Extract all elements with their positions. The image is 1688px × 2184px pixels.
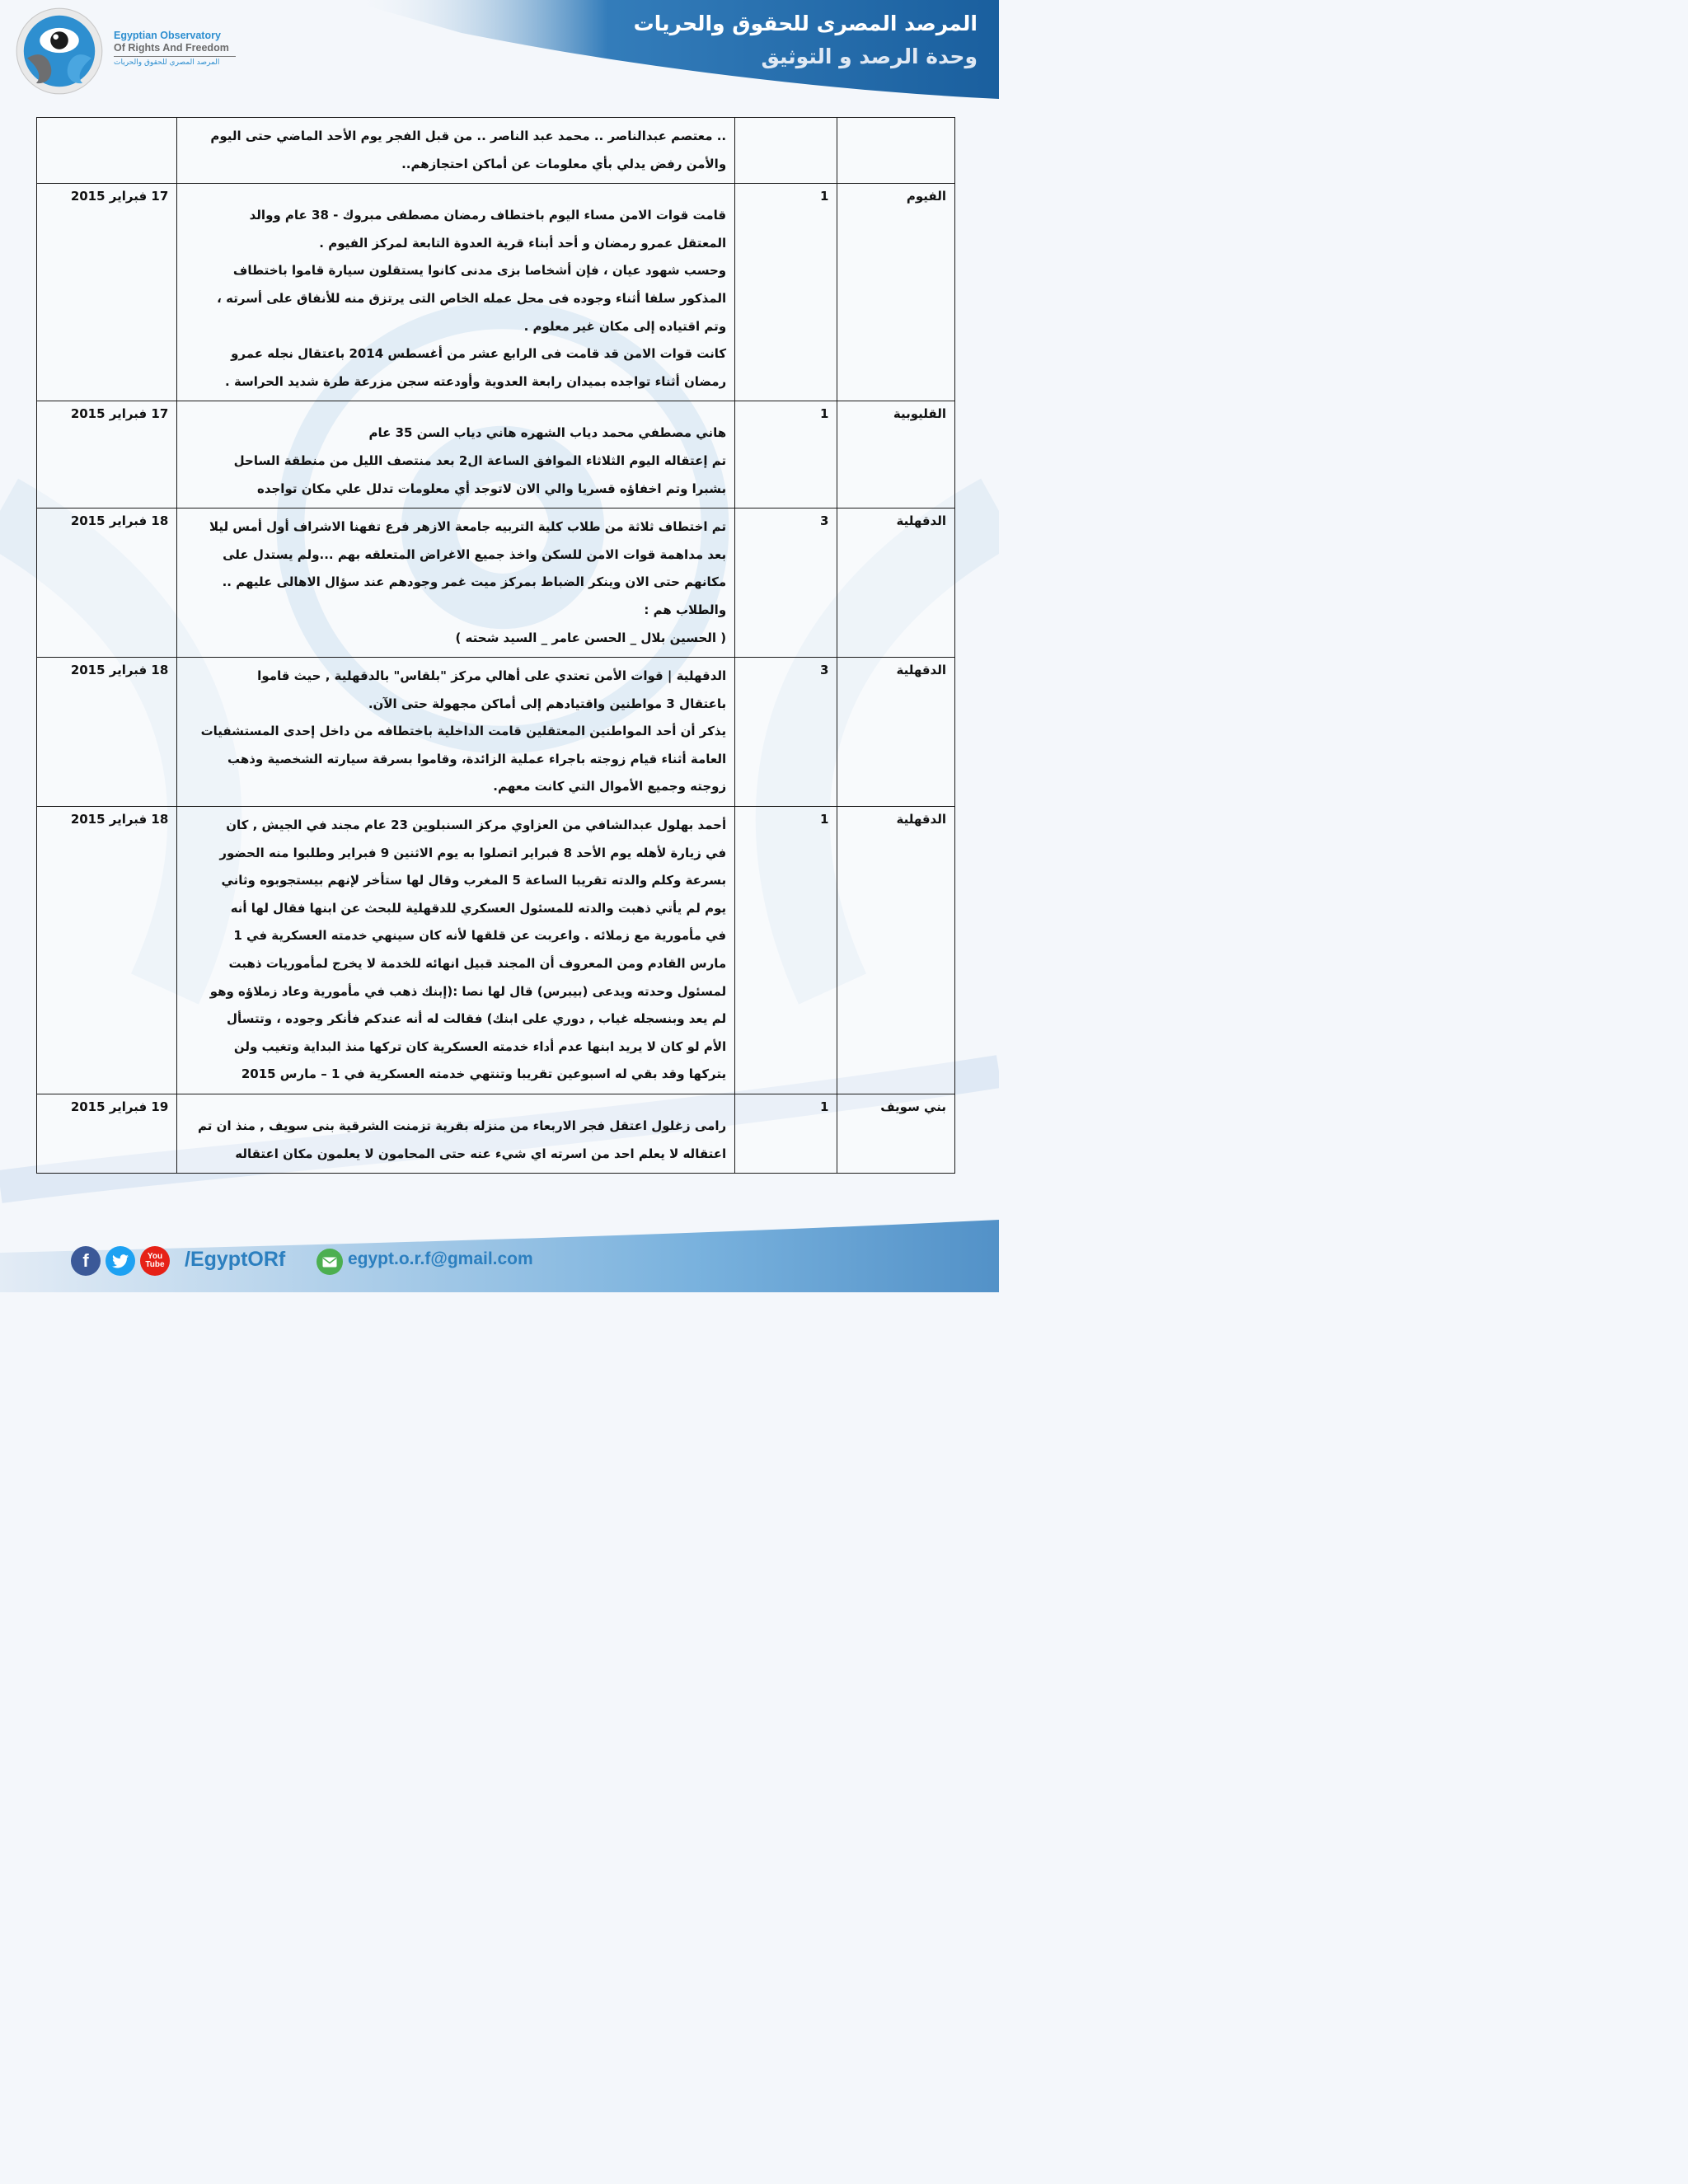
- count-cell: 1: [735, 184, 837, 401]
- date-text: 19 فبراير 2015: [70, 1099, 169, 1114]
- table-row: [37, 1094, 955, 1174]
- date-text: 18 فبراير 2015: [70, 812, 169, 827]
- count-cell: 3: [735, 509, 837, 658]
- date-cell: [37, 118, 177, 184]
- email-link[interactable]: egypt.o.r.f@gmail.com: [348, 1249, 533, 1268]
- date-cell: [37, 658, 177, 807]
- count-cell: 3: [735, 658, 837, 807]
- date-text: 17 فبراير 2015: [70, 406, 169, 422]
- details-line: هاني مصطفي محمد دياب الشهره هاني دياب السن 35 عام: [368, 425, 727, 441]
- details-spacer: [185, 1099, 726, 1113]
- details-line: الأم لو كان لا يريد ابنها عدم أداء خدمته العسكرية كان تركها منذ البداية وتغيب ولن: [233, 1038, 727, 1054]
- date-cell: [37, 509, 177, 658]
- details-spacer: [185, 406, 726, 419]
- details-line: يذكر أن أحد المواطنين المعتقلين قامت الداخلية باختطافه من داخل إحدى المستشفيات: [200, 724, 727, 739]
- report-table-wrap: [36, 117, 955, 1174]
- twitter-bird-icon: [112, 1254, 129, 1268]
- details-line: مكانهم حتى الان وينكر الضباط بمركز ميت غمر وجودهم عند سؤال الاهالى عليهم ..: [222, 574, 727, 590]
- details-line: رمضان أثناء تواجده بميدان رابعة العدوية وأودعته سجن مزرعة طرة شديد الحراسة .: [225, 373, 727, 389]
- details-line: لم يعد وبنسجله غياب , دوري على ابنك) فقالت له أنه عندكم فأنكر وجوده ، وتتسأل: [227, 1011, 727, 1027]
- details-line: وحسب شهود عيان ، فإن أشخاصا بزى مدنى كانوا يستقلون سيارة قاموا باختطاف: [232, 263, 727, 279]
- facebook-icon[interactable]: [71, 1246, 101, 1276]
- logo-name-line2: Of Rights And Freedom: [114, 42, 229, 54]
- details-cell: [177, 658, 735, 807]
- page-title: المرصد المصرى للحقوق والحريات: [633, 12, 978, 35]
- details-line: مارس القادم ومن المعروف أن المجند قبيل انهائه للخدمة لا يخرج لمأموريات ذهبت: [228, 956, 727, 972]
- count-cell: 1: [735, 401, 837, 509]
- details-line: الدقهلية | قوات الأمن تعتدي على أهالي مركز "بلقاس" بالدقهلية , حيث قاموا: [257, 668, 727, 684]
- details-line: وتم اقتياده إلى مكان غير معلوم .: [523, 318, 727, 334]
- details-cell: [177, 1094, 735, 1174]
- details-line: بعد مداهمة قوات الامن للسكن واخذ جميع الاغراض المتعلقه بهم ...ولم يستدل على: [223, 546, 727, 562]
- details-line: في مأمورية مع زملائه . واعربت عن قلقها لأنه كان سينهي خدمته العسكرية في 1: [233, 928, 727, 944]
- logo-name-line1: Egyptian Observatory: [114, 30, 221, 41]
- details-cell: [177, 401, 735, 509]
- youtube-glyph: You Tube: [145, 1252, 165, 1269]
- details-line: والأمن رفض يدلي بأي معلومات عن أماكن احتجازهم..: [401, 156, 727, 171]
- count-cell: [735, 118, 837, 184]
- details-line: بشبرا وتم اخفاؤه قسريا والي الان لاتوجد أي معلومات تدلل علي مكان تواجده: [256, 480, 727, 496]
- details-line: .. معتصم عبدالناصر .. محمد عبد الناصر .. من قبل الفجر يوم الأحد الماضي حتى اليوم: [210, 129, 727, 143]
- date-cell: [37, 184, 177, 401]
- governorate-cell: [837, 118, 955, 184]
- count-cell: 1: [735, 807, 837, 1094]
- details-line: زوجته وجميع الأموال التي كانت معهم.: [493, 779, 727, 794]
- table-row: [37, 118, 955, 184]
- governorate-cell: القليوبية: [837, 401, 955, 509]
- details-line: في زيارة لأهله يوم الأحد 8 فبراير اتصلوا به يوم الاثنين 9 فبراير وطلبوا منه الحضور: [219, 845, 727, 860]
- logo-text: [114, 30, 236, 67]
- mail-icon: [316, 1249, 343, 1275]
- governorate-cell: الدقهلية: [837, 658, 955, 807]
- details-line: باعتقال 3 مواطنين واقتيادهم إلى أماكن مجهولة حتى الآن.: [368, 696, 727, 711]
- table-row: [37, 184, 955, 401]
- date-text: 17 فبراير 2015: [70, 189, 169, 204]
- details-line: رامى زغلول اعتقل فجر الاربعاء من منزله بقرية تزمنت الشرقية بنى سويف , منذ ان تم: [198, 1118, 727, 1133]
- details-spacer: [185, 189, 726, 202]
- details-line: المذكور سلفا أثناء وجوده فى محل عمله الخاص التى يرتزق منه للأنفاق على أسرته ،: [217, 290, 727, 306]
- twitter-icon[interactable]: [106, 1246, 135, 1276]
- count-cell: 1: [735, 1094, 837, 1174]
- governorate-cell: الدقهلية: [837, 509, 955, 658]
- details-cell: [177, 118, 735, 184]
- governorate-cell: الدقهلية: [837, 807, 955, 1094]
- details-line: تم إعتقاله اليوم الثلاثاء الموافق الساعة ال2 بعد منتصف الليل من منطقة الساحل: [233, 452, 727, 468]
- social-handle-link[interactable]: /EgyptORf: [185, 1248, 286, 1271]
- details-line: لمسئول وحدته ويدعى (بيبرس) قال لها نصا :(إبنك ذهب في مأمورية وعاد زملاؤه وهو: [209, 983, 727, 999]
- details-line: قامت قوات الامن مساء اليوم باختطاف رمضان مصطفى مبروك - 38 عام ووالد: [249, 208, 727, 223]
- details-line: كانت قوات الامن قد قامت فى الرابع عشر من أغسطس 2014 باعتقال نجله عمرو: [231, 346, 727, 362]
- facebook-glyph: f: [82, 1250, 89, 1271]
- envelope-icon: [322, 1257, 337, 1268]
- details-line: المعتقل عمرو رمضان و أحد أبناء قرية العدوة التابعة لمركز الفيوم .: [319, 235, 727, 251]
- details-line: اعتقاله لا يعلم احد من اسرته اي شيء عنه حتى المحامون لا يعلمون مكان اعتقاله: [235, 1146, 727, 1161]
- details-line: والطلاب هم :: [644, 602, 727, 617]
- governorate-cell: الفيوم: [837, 184, 955, 401]
- youtube-icon[interactable]: [140, 1246, 170, 1276]
- details-cell: [177, 807, 735, 1094]
- logo-divider: [114, 56, 236, 57]
- report-table-body: [37, 118, 955, 1174]
- details-line: ( الحسين بلال _ الحسن عامر _ السيد شحته ): [455, 630, 727, 645]
- details-line: العامة أثناء قيام زوجته باجراء عملية الزائدة، وقاموا بسرقة سيارته الشخصية وذهب: [227, 751, 727, 766]
- date-text: 18 فبراير 2015: [70, 663, 169, 678]
- date-text: 18 فبراير 2015: [70, 513, 169, 529]
- table-row: [37, 401, 955, 509]
- details-cell: [177, 184, 735, 401]
- date-cell: [37, 807, 177, 1094]
- table-row: [37, 658, 955, 807]
- governorate-cell: بني سويف: [837, 1094, 955, 1174]
- details-line: يتركها وقد بقي له اسبوعين تقريبا وتنتهي خدمته العسكرية في 1 – مارس 2015: [241, 1066, 727, 1082]
- table-row: [37, 807, 955, 1094]
- logo-arabic-name: المرصد المصري للحقوق والحريات: [114, 59, 220, 67]
- page-subtitle: وحدة الرصد و التوثيق: [761, 45, 978, 68]
- date-cell: [37, 401, 177, 509]
- logo-eye-hands: [15, 7, 104, 96]
- details-line: بسرعة وكلم والدته تقريبا الساعة 5 المغرب وقال لها ستأخر لإنهم بيستجوبوه وثاني: [221, 873, 727, 888]
- date-cell: [37, 1094, 177, 1174]
- report-table: [36, 117, 955, 1174]
- table-row: [37, 509, 955, 658]
- details-cell: [177, 509, 735, 658]
- details-line: تم اختطاف ثلاثة من طلاب كلية التربيه جامعة الازهر فرع تفهنا الاشراف أول أمس ليلا: [209, 519, 727, 535]
- details-line: يوم لم يأتي ذهبت والدته للمسئول العسكري للدقهلية للبحث عن ابنها فقال لها أنه: [230, 900, 727, 916]
- details-line: أحمد بهلول عبدالشافي من العزاوي مركز السنبلوين 23 عام مجند في الجيش , كان: [226, 818, 727, 833]
